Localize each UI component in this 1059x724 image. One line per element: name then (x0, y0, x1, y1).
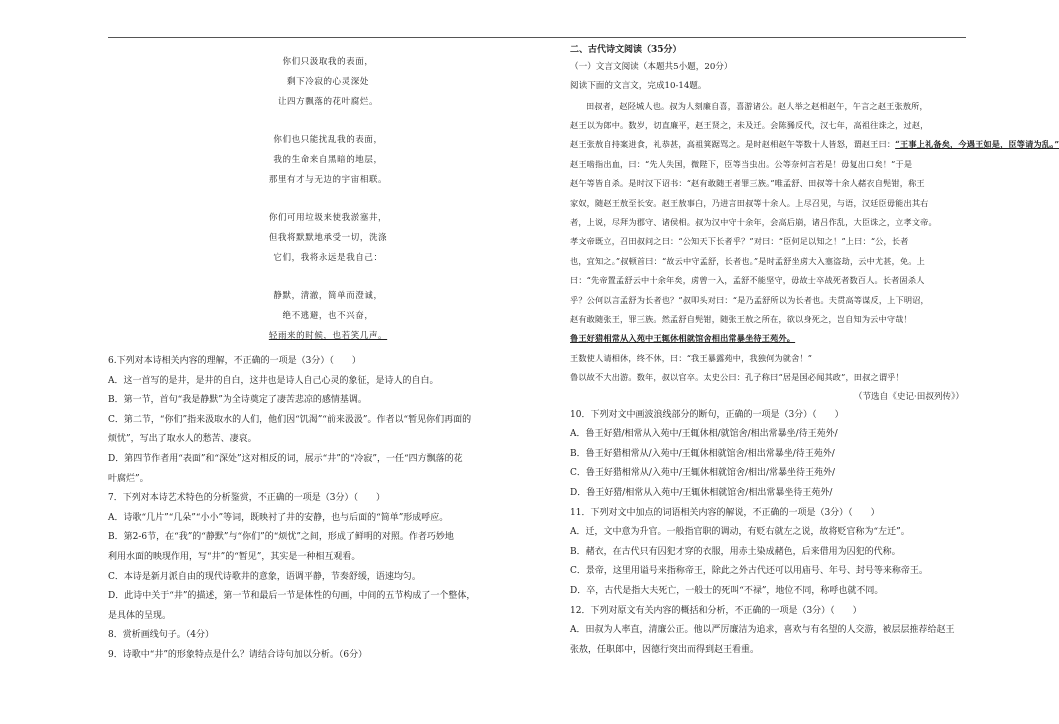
poem-line: 你们可用垃圾来使我淤塞井， (268, 213, 388, 223)
question-9: 9．诗歌中“井”的形象特点是什么？请结合诗句加以分析。（6分） (108, 649, 368, 660)
classical-passage (570, 97, 1059, 388)
question-11: 11．下列对文中加点的词语相关内容的解说，不正确的一项是（3分）（ ） (570, 507, 880, 518)
passage-line: 也，宜知之。”叔顿首曰：“故云中守孟舒，长者也。”是时孟舒坐虏大入塞盗劫，云中尤甚，免。上 (570, 255, 925, 266)
passage-line: 王数使人请相休，终不休，曰：“我王暴露苑中，我独何为就舍！” (570, 352, 813, 363)
option-line: B．鲁王好猎相常从/入苑中/王辄休相就馆舍/相出常暴坐/待王苑外/ (570, 448, 835, 459)
poem (108, 52, 548, 346)
option-line: B．赭衣，在古代只有囚犯才穿的衣服，用赤土染成赭色，后来借用为囚犯的代称。 (570, 546, 901, 557)
left-column (108, 52, 548, 666)
option-line: C．本诗是新月派自由的现代诗歌井的意象，语调平静，节奏舒缓，语速均匀。 (108, 571, 421, 582)
underlined-sentence: “王事上礼备矣，今遇王如是，臣等请为乱。” (895, 139, 1059, 150)
question-10: 10．下列对文中画波浪线部分的断句，正确的一项是（3分）（ ） (570, 409, 844, 420)
option-line: C．景帝，这里用谥号来指称帝王，除此之外古代还可以用庙号、年号、封号等来称帝王。 (570, 566, 928, 577)
poem-line: 我的生命来自黑暗的地层， (273, 155, 383, 165)
passage-line: 赵午等皆自杀。是时汉下诏书：“赵有敢随王者罪三族。”唯孟舒、田叔等十余人赭衣自髡钳，称王 (570, 178, 925, 189)
option-line: A．迁，文中意为升官。一般指官职的调动，有贬右就左之说，故将贬官称为“左迁”。 (570, 527, 910, 538)
poem-line: 绝不逃避，也不兴奋， (282, 311, 374, 321)
option-line: 叶腐烂”。 (108, 473, 149, 484)
option-line: C．鲁王好猎相常从/入苑中/王辄休相就馆舍/相出/常暴坐待王苑外/ (570, 468, 836, 479)
poem-line: 你们只汲取我的表面， (282, 57, 374, 67)
passage-line: 赵王以为郎中。数岁，切直廉平，赵王贤之，未及迁。会陈豨反代，汉七年，高祖往诛之，过赵， (570, 120, 929, 130)
option-line: B．第2-6节，在“我”的“静默”与“你们”的“烦忧”之间，形成了鲜明的对照。作者巧妙地 (108, 532, 454, 543)
poem-line: 那里有才与无边的宇宙相联。 (268, 175, 388, 185)
option-line: 是具体的呈现。 (108, 610, 172, 621)
stanza-gap (108, 268, 548, 286)
passage-line: 孝文帝既立，召田叔问之曰：“公知天下长者乎？”对曰：“臣何足以知之！”上曰：“公，长者 (570, 236, 909, 247)
option-line: D．此诗中关于“井”的描述，第一节和最后一节是体性的句画，中间的五节构成了一个整体， (108, 591, 476, 602)
passage-line: 田叔者，赵陉城人也。叔为人刻廉自喜，喜游诸公。赵人举之赵相赵午，午言之赵王张敖所， (586, 100, 928, 111)
option-line: C．第二节，“你们”指来汲取水的人们，他们因“饥渴”“前来汲汲”。作者以“暂见你们再面的 (108, 414, 472, 425)
passage-line: 者，上说，尽拜为郡守、诸侯相。叔为汉中守十余年，会高后崩，诸吕作乱，大臣诛之，立孝文帝。 (570, 217, 937, 228)
question-12: 12．下列对原文有关内容的概括和分析，不正确的一项是（3分）（ ） (570, 605, 862, 616)
poem-line: 让四方飘落的花叶腐烂。 (277, 97, 379, 107)
classical-questions (570, 406, 970, 661)
poem-line: 你们也只能扰乱我的表面， (273, 135, 383, 145)
passage-line: 家奴，随赵王敖至长安。赵王敖事白，乃进言田叔等十余人。上尽召见，与语，汉廷臣毋能出其右 (570, 197, 929, 208)
poem-questions (108, 352, 548, 666)
option-line: A．田叔为人率直，清廉公正。他以严厉廉洁为追求，喜欢与有名望的人交游，被层层推荐给赵王 (570, 625, 955, 636)
passage-line (570, 135, 1059, 154)
header-rule (108, 37, 966, 38)
option-line: D．鲁王好猎/相常从入苑中/王辄休相就馆舍/相出常暴坐待王苑外/ (570, 488, 833, 499)
stanza-gap (108, 190, 548, 208)
passage-line: 赵有敢随张王，罪三族。然孟舒自髡钳，随张王敖之所在，欲以身死之，岂自知为云中守哉！ (570, 314, 912, 325)
question-6: 6.下列对本诗相关内容的理解，不正确的一项是（3分）（ ） (108, 356, 361, 366)
option-line: A．鲁王好猎/相常从入苑中/王辄休相/就馆舍/相出常暴坐/待王苑外/ (570, 429, 838, 440)
option-line: 张敖，任职郎中，因德行突出而得到赵王看重。 (570, 644, 760, 655)
passage-line: 鲁以故不大出游。数年，叔以官卒。太史公曰：孔子称曰“居是国必闻其政”，田叔之谓乎！ (570, 372, 904, 383)
passage-source: （节选自《史记·田叔列传》） (853, 391, 964, 402)
stanza-gap (108, 112, 548, 130)
option-line: D．卒，古代是指大夫死亡，一般士的死叫“不禄”，地位不同，称呼也就不同。 (570, 586, 884, 597)
poem-line: 静默，清澈，简单而澄诚， (273, 291, 383, 301)
option-line: A．诗歌“几片”“几朵”“小小”等词，既映衬了井的安静，也与后面的“简单”形成呼应。 (108, 512, 449, 523)
option-line: 烦忧”，写出了取水人的愁苦、凄哀。 (108, 434, 257, 445)
instruction: 阅读下面的文言文，完成10-14题。 (570, 81, 707, 92)
wavy-underlined-sentence: 鲁王好猎相常从入苑中王辄休相就馆舍相出常暴坐待王苑外。 (570, 333, 796, 344)
poem-line: 它们，我将永远是我自己： (273, 253, 383, 263)
option-line: 利用水面的映现作用，写“井”的“暂见”，其实是一种相互观看。 (108, 551, 361, 562)
poem-underlined-line: 轻雨来的时候，也若笑几声。 (268, 331, 388, 341)
subsection-title: （一）文言文阅读（本题共5小题，20分） (570, 62, 733, 72)
option-line: D．第四节作者用“表面”和“深处”这对相反的词，展示“井”的“冷寂”，一任“四方飘落的花 (108, 453, 463, 464)
passage-line: 赵王啮指出血，曰：“先人失国，微陛下，臣等当虫出。公等奈何言若是！毋复出口矣！”于是 (570, 158, 913, 169)
option-line: B．第一节，首句“我是静默”为全诗奠定了凄苦悲凉的感情基调。 (108, 395, 367, 406)
passage-text: 赵王张敖自持案进食，礼恭甚，高祖箕踞骂之。是时赵相赵午等数十人皆怒，谓赵王曰： (570, 139, 896, 150)
question-8: 8．赏析画线句子。（4分） (108, 630, 214, 641)
passage-line: 乎？公何以言孟舒为长者也？”叔叩头对曰：“是乃孟舒所以为长者也。夫贯高等谋反，上下明诏， (570, 294, 929, 305)
question-7: 7．下列对本诗艺术特色的分析鉴赏，不正确的一项是（3分）（ ） (108, 493, 385, 504)
poem-line: 但我将默默地承受一切，洗涤 (268, 233, 388, 243)
passage-line: 曰：“先帝置孟舒云中十余年矣，虏曾一入，孟舒不能坚守，毋故士卒战死者数百人。长者固杀人 (570, 275, 925, 286)
section-title: 二、古代诗文阅读（35分） (570, 45, 682, 55)
right-column (570, 42, 1059, 660)
poem-line: 剩下冷寂的心灵深处 (287, 77, 369, 87)
option-line: A．这一首写的是井，是井的自白，这井也是诗人自己心灵的象征，是诗人的自白。 (108, 375, 439, 386)
